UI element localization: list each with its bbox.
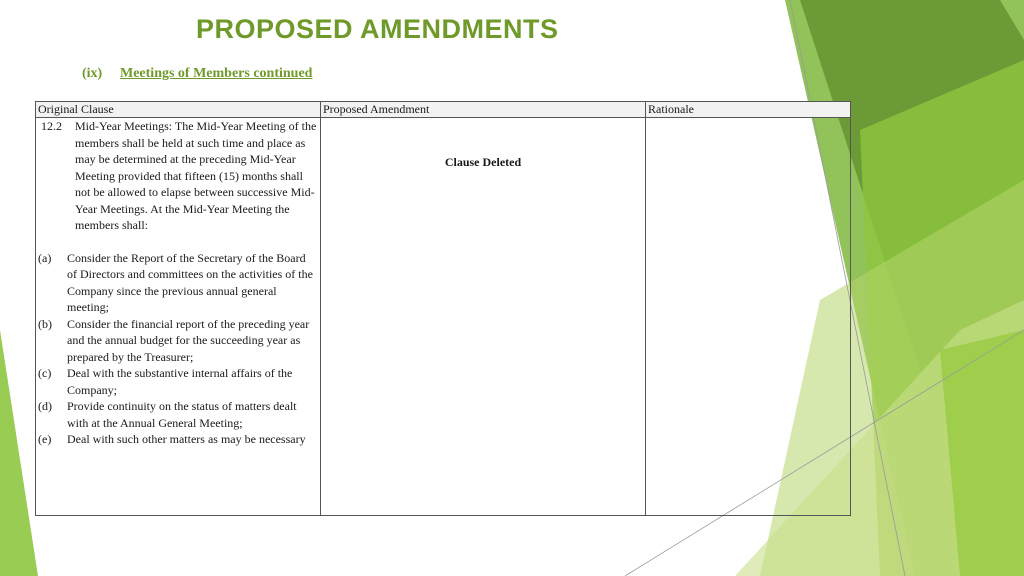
item-text: Consider the financial report of the preceding year and the annual budget for the succeeding year as prepared by the Treasurer; [67,316,310,364]
table-header-row [36,102,851,118]
item-text: Provide continuity on the status of matters dealt with at the Annual General Meeting; [67,399,297,430]
list-item [38,250,318,316]
header-original-clause: Original Clause [36,102,321,118]
header-proposed-amendment: Proposed Amendment [321,102,646,118]
rationale-cell [646,118,851,516]
item-text: Deal with the substantive internal affairs of the Company; [67,366,293,397]
amendments-table [35,101,851,516]
section-number: (ix) [82,66,103,81]
header-rationale: Rationale [646,102,851,118]
item-label: (b) [38,316,52,331]
item-text: Consider the Report of the Secretary of the Board of Directors and committees on the activities of the Company since the previous annual general meeting; [67,250,313,314]
item-label: (c) [38,366,52,380]
section-title: Meetings of Members continued [120,66,313,81]
clause-text: Mid-Year Meetings: The Mid-Year Meeting of the members shall be held at such time and place as may be determined at the preceding Mid-Year Meeting provided that fifteen (15) months shall not be allowed to elapse between successive Mid-Year Meetings. At the Mid-Year Meeting the members shall: [75,119,317,232]
item-label: (e) [38,432,52,446]
original-clause-cell [36,118,321,516]
slide-title: PROPOSED AMENDMENTS [196,14,559,44]
list-item [38,316,318,366]
item-label: (d) [38,399,52,413]
list-item [38,431,318,448]
clause-deleted-text: Clause Deleted [444,155,522,169]
list-item [38,398,318,431]
list-item [38,365,318,398]
item-text: Deal with such other matters as may be necessary [67,432,306,446]
item-label: (a) [38,250,52,265]
clause-heading [38,118,318,234]
clause-items [38,250,318,448]
table-row [36,118,851,516]
clause-number: 12.2 [41,119,62,133]
proposed-amendment-cell [321,118,646,516]
